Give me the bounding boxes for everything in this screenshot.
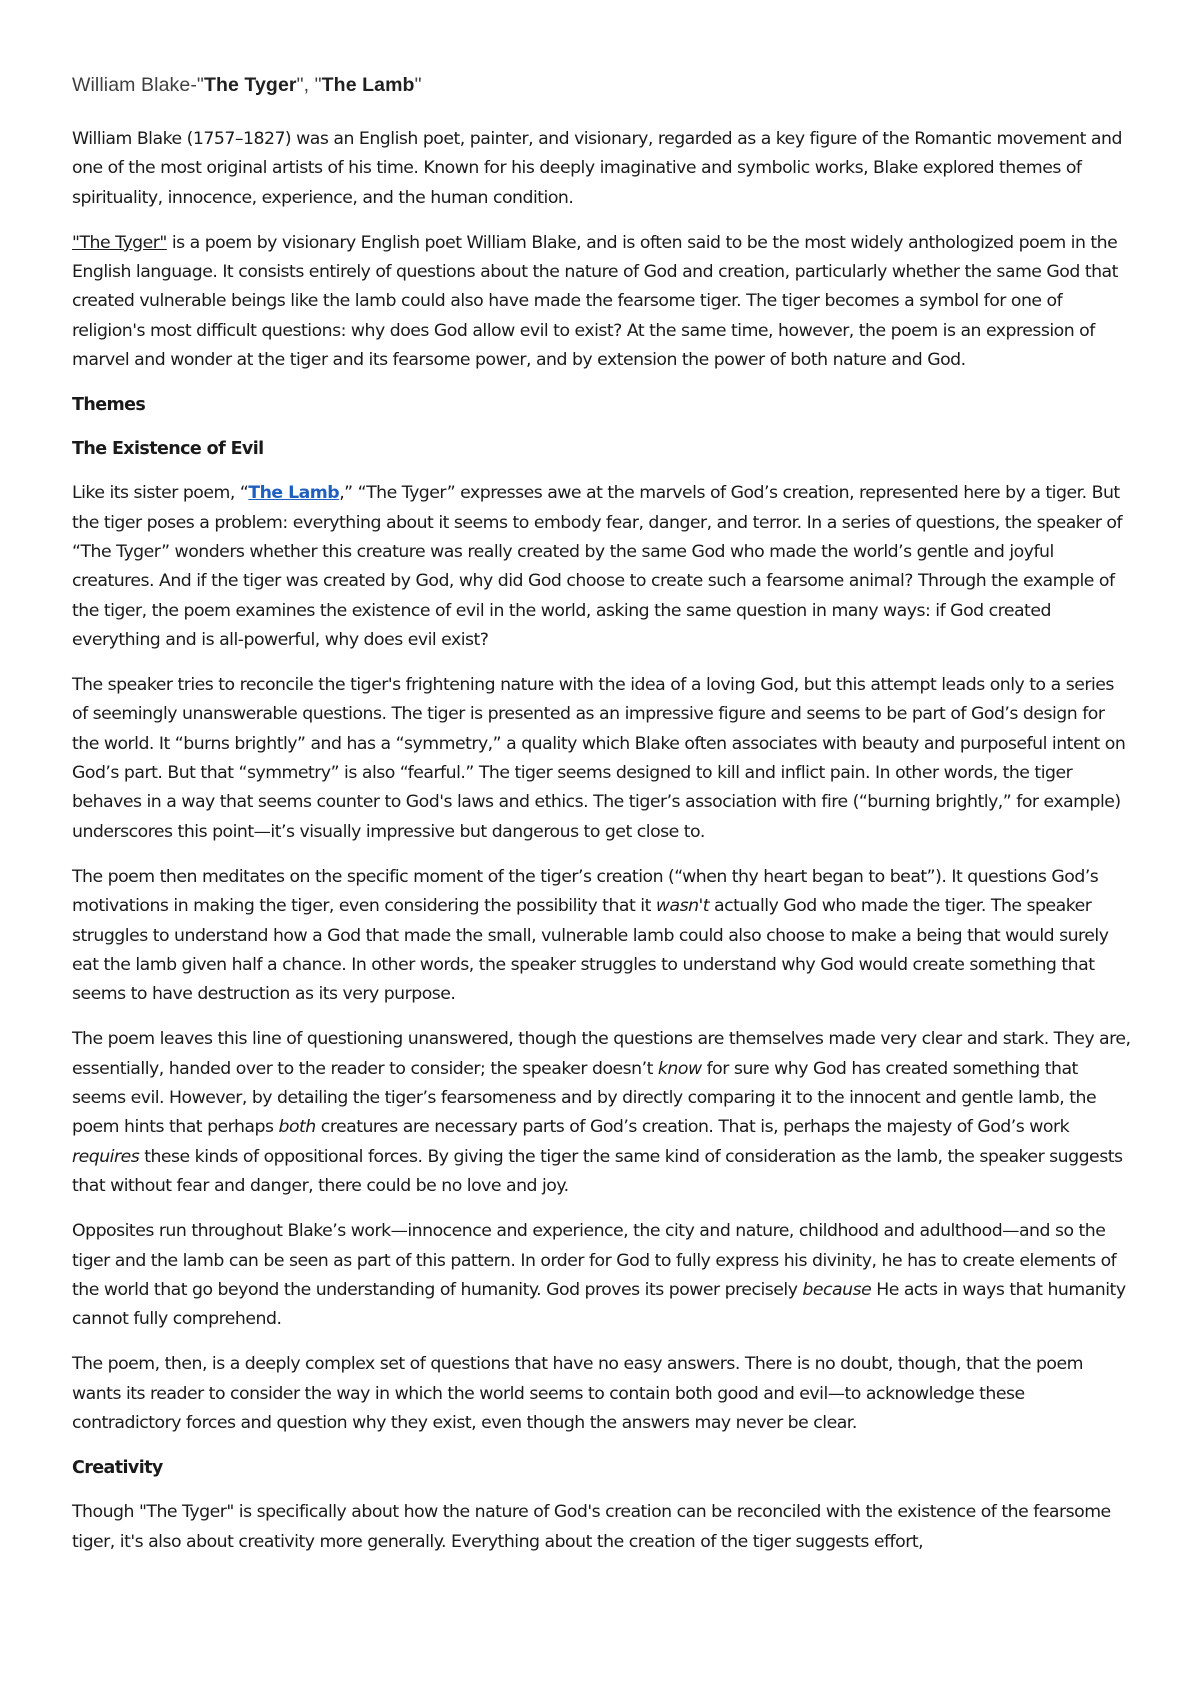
tyger-link[interactable]: "The Tyger" xyxy=(72,232,167,253)
evil-paragraph-1 xyxy=(72,479,1134,655)
evil-p5-part-a: Opposites run throughout Blake’s work—innocence and experience, the city and nature, childhood and adulthood—and so the tiger and the lamb can be seen as part of this pattern. In order for God to fully express his divinity, he has to create elements of the world that go beyond the understanding of humanity. God proves its power precisely xyxy=(72,1221,1117,1300)
evil-p3-emphasis: wasn't xyxy=(655,896,710,917)
overview-paragraph xyxy=(72,229,1134,375)
evil-paragraph-3 xyxy=(72,863,1134,1009)
themes-heading: Themes xyxy=(72,395,146,416)
evil-p4-emphasis-2: both xyxy=(278,1117,316,1138)
creativity-heading: Creativity xyxy=(72,1458,163,1479)
evil-p3-part-a: The poem then meditates on the specific moment of the tiger’s creation (“when thy heart began to beat”). It questions God’s motivations in making the tiger, even considering the possibility that it xyxy=(72,866,1099,917)
overview-text: is a poem by visionary English poet William Blake, and is often said to be the most widely anthologized poem in the English language. It consists entirely of questions about the nature of God and creation, particularly whether the same God that created vulnerable beings like the lamb could also have made the fearsome tiger. The tiger becomes a symbol for one of religion's most difficult questions: why does God allow evil to exist? At the same time, however, the poem is an expression of marvel and wonder at the tiger and its fearsome power, and by extension the power of both nature and God. xyxy=(72,232,1118,371)
evil-p4-emphasis-1: know xyxy=(657,1058,702,1079)
evil-p5-emphasis: because xyxy=(802,1279,872,1300)
evil-p1-after: ,” “The Tyger” expresses awe at the marvels of God’s creation, represented here by a tiger. But the tiger poses a problem: everything about it seems to embody fear, danger, and terror. In a series of questions, the speaker of “The Tyger” wonders whether this creature was really created by the same God who made the world’s gentle and joyful creatures. And if the tiger was created by God, why did God choose to create such a fearsome animal? Through the example of the tiger, the poem examines the existence of evil in the world, asking the same question in many ways: if God created everything and is all-powerful, why does evil exist? xyxy=(72,483,1123,650)
evil-heading: The Existence of Evil xyxy=(72,439,264,460)
evil-paragraph-6: The poem, then, is a deeply complex set of questions that have no easy answers. There is no doubt, though, that the poem wants its reader to consider the way in which the world seems to contain both good and evil—to acknowledge these contradictory forces and question why they exist, even though the answers may never be clear. xyxy=(72,1354,1083,1433)
title-separator: ", " xyxy=(296,74,322,96)
evil-paragraph-5 xyxy=(72,1217,1134,1334)
evil-p4-part-b: for sure why God has created something that seems evil. However, by detailing the tiger’s fearsomeness and by directly comparing it to the innocent and gentle lamb, the poem hints that perhaps xyxy=(72,1058,1097,1138)
title-prefix: William Blake-" xyxy=(72,74,204,96)
title-suffix: " xyxy=(414,74,422,96)
evil-p1-before: Like its sister poem, “ xyxy=(72,483,249,504)
title-tyger: The Tyger xyxy=(203,74,297,96)
evil-p5-part-b: He acts in ways that humanity cannot fully comprehend. xyxy=(72,1279,1126,1330)
intro-paragraph: William Blake (1757–1827) was an English poet, painter, and visionary, regarded as a key figure of the Romantic movement and one of the most original artists of his time. Known for his deeply imaginative and symbolic works, Blake explored themes of spirituality, innocence, experience, and the human condition. xyxy=(72,129,1122,208)
evil-p4-emphasis-3: requires xyxy=(72,1146,140,1167)
evil-paragraph-2: The speaker tries to reconcile the tiger's frightening nature with the idea of a loving God, but this attempt leads only to a series of seemingly unanswerable questions. The tiger is presented as an impressive figure and seems to be part of God’s design for the world. It “burns brightly” and has a “symmetry,” a quality which Blake often associates with beauty and purposeful intent on God’s part. But that “symmetry” is also “fearful.” The tiger seems designed to kill and inflict pain. In other words, the tiger behaves in a way that seems counter to God's laws and ethics. The tiger’s association with fire (“burning brightly,” for example) underscores this point—it’s visually impressive but dangerous to get close to. xyxy=(72,675,1126,842)
document-title xyxy=(72,72,1134,98)
evil-p4-part-a: The poem leaves this line of questioning unanswered, though the questions are themselves made very clear and stark. They are, essentially, handed over to the reader to consider; the speaker doesn’t xyxy=(72,1029,1131,1079)
evil-paragraph-4 xyxy=(72,1025,1134,1201)
title-lamb: The Lamb xyxy=(321,74,415,96)
evil-p4-part-d: these kinds of oppositional forces. By giving the tiger the same kind of consideration as the lamb, the speaker suggests that without fear and danger, there could be no love and joy. xyxy=(72,1146,1123,1196)
lamb-link[interactable]: The Lamb xyxy=(248,483,340,504)
evil-p4-part-c: creatures are necessary parts of God’s creation. That is, perhaps the majesty of God’s work xyxy=(315,1117,1070,1138)
creativity-paragraph-1: Though "The Tyger" is specifically about how the nature of God's creation can be reconciled with the existence of the fearsome tiger, it's also about creativity more generally. Everything about the creation of the tiger suggests effort, xyxy=(72,1502,1111,1552)
evil-p3-part-b: actually God who made the tiger. The speaker struggles to understand how a God that made the small, vulnerable lamb could also choose to make a being that would surely eat the lamb given half a chance. In other words, the speaker struggles to understand why God would create something that seems to have destruction as its very purpose. xyxy=(72,896,1109,1005)
